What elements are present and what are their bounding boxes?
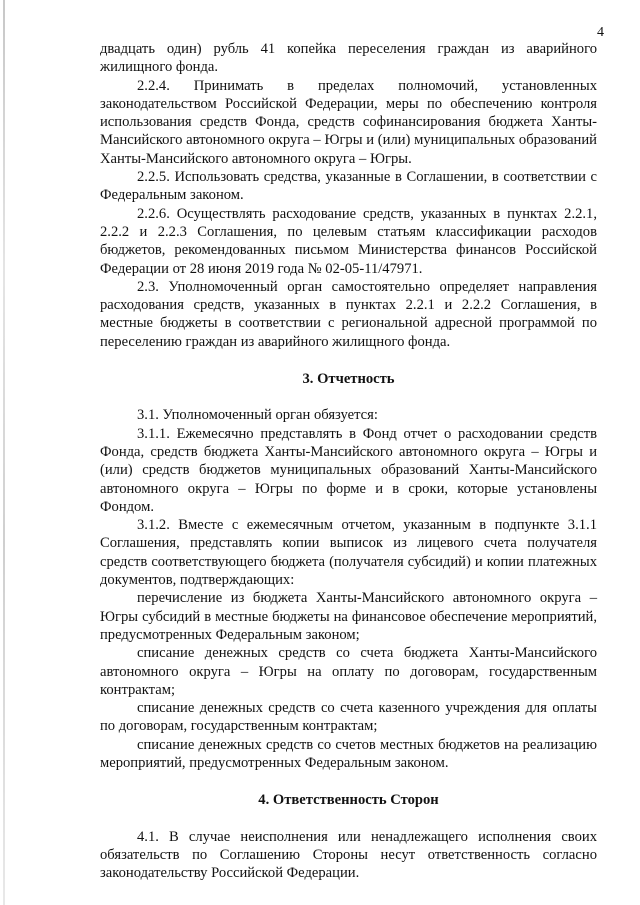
document-body <box>100 40 597 882</box>
paragraph-4-1: 4.1. В случае неисполнения или ненадлежащего исполнения своих обязательств по Соглашению Стороны несут ответственность согласно законодательству Российской Федерации. <box>100 828 597 882</box>
paragraph-3-1-1: 3.1.1. Ежемесячно представлять в Фонд отчет о расходовании средств Фонда, средств бюджета Ханты-Мансийского автономного округа – Югры и (или) средств бюджетов муниципальных образований Ханты-Мансийского автономного округа – Югры по форме и в сроки, которые установлены Фондом. <box>100 425 597 515</box>
paragraph-2-2-4: 2.2.4. Принимать в пределах полномочий, установленных законодательством Российской Федерации, меры по обеспечению контроля использования средств Фонда, средств софинансирования бюджета Ханты-Мансийского автономного округа – Югры и (или) муниципальных образований Ханты-Мансийского автономного округа – Югры. <box>100 77 597 167</box>
page-number: 4 <box>597 25 604 40</box>
paragraph-2-2-6: 2.2.6. Осуществлять расходование средств, указанных в пунктах 2.2.1, 2.2.2 и 2.2.3 Соглашения, по целевым статьям классификации расходов бюджетов, рекомендованных письмом Министерства финансов Российской Федерации от 28 июня 2019 года № 02-05-11/47971. <box>100 205 597 277</box>
section-heading-reporting: 3. Отчетность <box>302 371 395 388</box>
paragraph-3-1: 3.1. Уполномоченный орган обязуется: <box>137 407 378 424</box>
list-item-writeoff-institution: списание денежных средств со счета казенного учреждения для оплаты по договорам, государственным контрактам; <box>100 700 597 735</box>
paragraph-2-2-5: 2.2.5. Использовать средства, указанные в Соглашении, в соответствии с Федеральным законом. <box>100 169 597 204</box>
paragraph-continuation: двадцать один) рубль 41 копейка переселения граждан из аварийного жилищного фонда. <box>100 41 597 76</box>
scan-edge-shadow <box>3 0 5 905</box>
list-item-writeoff-local: списание денежных средств со счетов местных бюджетов на реализацию мероприятий, предусмотренных Федеральным законом. <box>100 736 597 771</box>
list-item-transfer: перечисление из бюджета Ханты-Мансийского автономного округа – Югры субсидий в местные бюджеты на финансовое обеспечение мероприятий, предусмотренных Федеральным законом; <box>100 590 597 643</box>
list-item-writeoff-okrug: списание денежных средств со счета бюджета Ханты-Мансийского автономного округа – Югры на оплату по договорам, государственным контрактам; <box>100 645 597 698</box>
section-heading-responsibility: 4. Ответственность Сторон <box>258 792 439 809</box>
paragraph-2-3: 2.3. Уполномоченный орган самостоятельно определяет направления расходования средств, указанных в пунктах 2.2.1 и 2.2.2 Соглашения, в местные бюджеты в соответствии с региональной адресной программой по переселению граждан из аварийного жилищного фонда. <box>100 278 597 350</box>
paragraph-3-1-2: 3.1.2. Вместе с ежемесячным отчетом, указанным в подпункте 3.1.1 Соглашения, представлять копии выписок из лицевого счета получателя средств соответствующего бюджета (получателя субсидий) и копии платежных документов, подтверждающих: <box>100 517 597 589</box>
